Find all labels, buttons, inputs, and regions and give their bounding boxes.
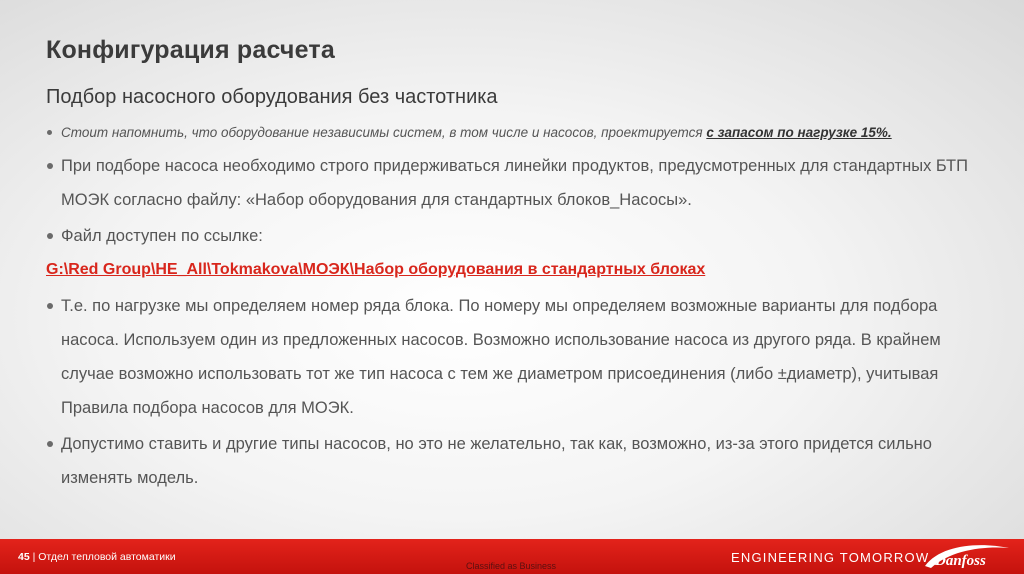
bullet-item <box>46 219 976 253</box>
bullet-list <box>46 123 976 495</box>
bullet-text: При подборе насоса необходимо строго придерживаться линейки продуктов, предусмотренных для стандартных БТП МОЭК согласно файлу: «Набор оборудования для стандартных блоков_Насосы». <box>61 157 968 209</box>
footer-bar <box>0 539 1024 574</box>
svg-text:Danfoss: Danfoss <box>935 553 986 569</box>
slide-title: Конфигурация расчета <box>46 36 335 64</box>
note-underlined: с запасом по нагрузке 15%. <box>706 125 892 140</box>
bullet-dot <box>47 441 53 447</box>
classification-label: Classified as Business <box>466 561 557 571</box>
link-row <box>46 253 976 287</box>
bullet-dot <box>47 303 53 309</box>
department-name: Отдел тепловой автоматики <box>38 551 176 563</box>
danfoss-logo <box>921 542 1013 572</box>
bullet-text: Т.е. по нагрузке мы определяем номер ряда блока. По номеру мы определяем возможные варианты для подбора насоса. Используем один из предложенных насосов. Возможно использование насоса из другого ряда. В крайнем случае возможно использовать тот же тип насоса с тем же диаметром присоединения (либо ±диаметр), учитывая Правила подбора насосов для МОЭК. <box>61 297 941 417</box>
bullet-item <box>46 427 976 495</box>
bullet-item <box>46 149 976 217</box>
bullet-text: Допустимо ставить и другие типы насосов, но это не желательно, так как, возможно, из-за этого придется сильно изменять модель. <box>61 435 932 487</box>
bullet-text: Файл доступен по ссылке: <box>61 227 263 245</box>
bullet-dot <box>47 233 53 239</box>
slide-subtitle: Подбор насосного оборудования без частотника <box>46 86 498 108</box>
bullet-dot <box>47 163 53 169</box>
file-link[interactable]: G:\Red Group\HE_All\Tokmakova\МОЭК\Набор оборудования в стандартных блоках <box>46 261 706 278</box>
bullet-dot <box>47 130 52 135</box>
note-text: Стоит напомнить, что оборудование независимы систем, в том числе и насосов, проектируется <box>61 125 707 140</box>
bullet-note <box>46 123 976 143</box>
footer-separator: | <box>29 551 39 563</box>
page-number: 45 <box>18 551 30 563</box>
bullet-item <box>46 289 976 425</box>
tagline: ENGINEERING TOMORROW <box>731 550 930 565</box>
footer-page-info <box>18 551 176 563</box>
